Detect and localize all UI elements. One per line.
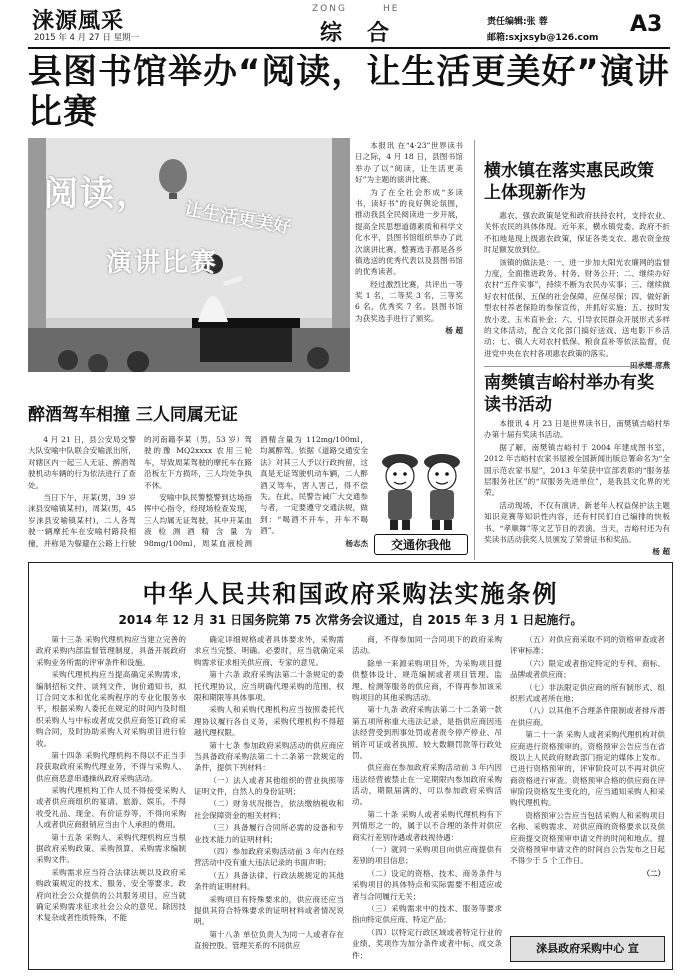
editor-email: 邮箱:sxjxsyb@126.com [487,33,599,43]
law-c2-p3: 采购人和采购代理机构应当按照委托代理协议履行各自义务，采购代理机构不得超越代理权限。 [194,705,344,738]
law-c3-p9: （四）以特定行政区域或者特定行业的业绩、奖项作为加分条件或者中标、成交条件； [352,927,502,960]
law-c2-p7: （三）具备履行合同所必需的设备和专业技术能力的证明材料； [194,823,344,844]
nanfan-body [484,418,670,559]
traffic-cartoon [374,446,468,552]
law-c3-p2: 除单一来源采购项目外，为采购项目提供整体设计、规范编制或者项目管理、监理、检测等服务的供应商，不得再参加该采购项目的其他采购活动。 [352,658,502,702]
main-article-body [355,140,463,338]
main-paragraph-3: 经过激烈比赛，共评出一等奖 1 名，二等奖 3 名，三等奖 6 名，优秀奖 7 名。县图书馆为获奖选手进行了颁奖。 [355,279,463,323]
police-cartoon-icon [374,446,468,532]
nanfan-author: 杨 超 [652,547,670,557]
law-c4-p4: （八）以其他不合理条件限制或者排斥潜在供应商。 [510,706,665,727]
law-c4-p1: （五）对供应商采取不同的资格审查或者评审标准； [510,635,665,656]
law-c2-p11: 第十八条 单位负责人为同一人或者存在直接控股、管理关系的不同供应 [194,929,344,951]
law-c4-p2: （六）限定或者指定特定的专利、商标、品牌或者供应商； [510,658,665,680]
banner-text-3: 演讲比赛 [106,248,219,278]
banner-text-2: 让生活更美好 [182,198,293,239]
law-c4-p6: 资格预审公告应当包括采购人和采购项目名称、采购需求、对供应商的资格要求以及供应商提交资格预审申请文件的时间和地点。提交资格预审申请文件的时间自公告发布之日起不得少于 5 个工作日。 [510,810,665,866]
cartoon-caption: 交通你我他 [374,534,468,555]
law-c1-p6: 采购需求应当符合法律法规以及政府采购政策规定的技术、服务、安全等要求。政府向社会公众提供的公共服务项目，应当就确定采购需求征求社会公众的意见。除因技术复杂或者性质特殊，不能 [36,867,186,923]
paper-name: 涞源風采 [32,8,125,34]
right-rule [484,366,670,367]
law-c3-p8: （三）采购需求中的技术、服务等要求指向特定供应商、特定产品； [352,903,502,925]
law-c1-p4: 采购代理机构工作人员不得接受采购人或者供应商组织的宴请、旅游、娱乐，不得收受礼品、现金、有价证券等，不得向采购人或者供应商报销应当由个人承担的费用。 [36,786,186,830]
hengshui-headline: 横水镇在落实惠民政策上体现新作为 [484,161,654,203]
drunk-author: 杨志杰 [345,538,368,548]
law-c2-p5: （一）法人或者其他组织的营业执照等证明文件，自然人的身份证明； [194,775,344,797]
law-c3-p1: 商，不得参加同一合同项下的政府采购活动。 [352,635,502,656]
nanfan-paragraph-2: 据了解，南樊镇吉峪村于 2004 年建成图书室，2012 年吉峪村农家书屋被全国新闻出版总署命名为“全国示范农家书屋”，2013 年荣获中宣部表彰的“服务基层服务社区”的“双服务先进单位”，是我县文化界的光荣。 [484,442,670,498]
law-c3-p4: 供应商在参加政府采购活动前 3 年内因违法经营被禁止在一定期限内参加政府采购活动，期限届满的，可以参加政府采购活动。 [352,763,502,807]
page-number: A3 [630,12,663,37]
hengshui-body [484,210,670,372]
main-author: 杨 超 [445,326,463,336]
law-c4-p3: （七）非法限定供应商的所有制形式、组织形式或者所在地； [510,682,665,703]
main-headline: 县图书馆举办“阅读，让生活更美好”演讲比赛 [28,52,670,132]
law-c2-p2: 第十六条 政府采购法第二十条规定的委托代理协议，应当明确代理采购的范围、权限和期限等具体事项。 [194,670,344,702]
nanfan-headline: 南樊镇吉峪村举办有奖读书活动 [484,373,654,415]
nanfan-paragraph-1: 本报讯 4 月 23 日是世界读书日，南樊镇吉峪村举办第十届有奖读书活动。 [484,419,670,440]
section-name-right: 合 [367,20,390,46]
hengshui-paragraph-2: 该镇的做法是：一、进一步加大阳光农廉网的监督力度，全面推进政务、村务、财务公开；二、继续办好农村“五件实事”，持续不断为农民办实事；三、继续做好农村低保、五保的社会保障，应保尽保；四、做好新型农村养老保险的参保宣传，并抓好实施；五、按时发放小麦、玉米直补金；六、引导农民群众开展形式多样的文体活动，配合文化部门搞好送戏、送电影下乡活动；七、镇人大对农村低保、粮食直补等依法监督，促进党中央在农村各项惠农政策的落实。 [484,257,670,358]
drunk-paragraph-2: 当日下午，开某(男，39 岁涞县安喻镇某村)，周某(男，45 岁涞县安喻镇某村)，二人各驾驶一辆摩托车在安喻村路段相撞，并称是为躲避在公路上行驶的河南籍李某（男，53 岁）驾驶的豫 MQ2xxxx 农用三轮车，导致周某驾驶的摩托车在路沿板左下方损坏，三人均处争执不休。 [28,435,252,548]
section-name-left: 综 [320,20,343,46]
law-c3-p7: （二）设定的资格、技术、商务条件与采购项目的具体特点和实际需要不相适应或者与合同履行无关； [352,868,502,901]
law-column-1 [36,634,186,925]
law-column-3 [352,634,502,962]
issue-date: 2015 年 4 月 27 日 星期一 [34,33,140,43]
section-pinyin-left: ZONG [312,4,347,14]
law-column-2 [194,634,344,953]
nanfan-paragraph-3: 活动现场，不仅有演讲，新老年人权益保护法主题知识竞赛等知识性内容，还有村民们自己编排的快板书、“孝顺舞”等文艺节目的表演。当天，吉峪村还为有奖读书活动获奖人员颁发了荣誉证书和奖品。 [484,500,670,544]
main-paragraph-1: 本报讯 在“4·23”世界读书日之际，4 月 18 日，县图书馆举办了以“阅读，让生活更美好”为主题的演讲比赛。 [355,141,463,185]
law-c2-p8: （四）参加政府采购活动前 3 年内在经营活动中没有重大违法记录的书面声明； [194,847,344,868]
hengshui-paragraph-1: 惠农、强农政策是党和政府扶持农村，支持农业、关怀农民的具体体现。近年来，横水镇党委、政府不折不扣地是现上级惠农政策，保证各类支农、惠农资金按时足额发放到位。 [484,211,670,255]
law-c2-p6: （二）财务状况报告，依法缴纳税收和社会保障资金的相关材料； [194,799,344,820]
law-c3-p6: （一）就同一采购项目向供应商提供有差别的项目信息； [352,845,502,866]
law-c3-p5: 第二十条 采购人或者采购代理机构有下列情形之一的，属于以不合理的条件对供应商实行差别待遇或者歧视待遇： [352,809,502,842]
drunk-driving-headline: 醉酒驾车相撞 三人同属无证 [28,405,238,425]
law-column-4 [510,634,665,880]
sponsor-text: 涞县政府采购中心 宣 [536,942,639,955]
law-part-marker: （二） [642,868,665,878]
sponsor-box [510,936,665,962]
law-title: 中华人民共和国政府采购法实施条例 [142,579,559,608]
law-c1-p3: 第十四条 采购代理机构不得以不正当手段获取政府采购代理业务，不得与采购人、供应商恶意串通操纵政府采购活动。 [36,750,186,783]
banner-text-1: 阅读， [44,174,152,214]
drunk-paragraph-3: 安喻中队民警整警到达场指挥中心指令，经现场检查发现，三人均属无证驾驶，其中开某血液检测酒精含量为 98mg/100ml，周某血液检测酒精含量为 112mg/100ml，均属醉驾。依据《道路交通安全法》对其三人予以行政拘留，这真是无证驾驶机动车辆，二人醉酒又驾车，害人害己，得不偿失。在此，民警告诫广大交通参与者，一定要遵守交通法规，做到：“喝酒不开车，开车不喝酒”。 [144,435,368,548]
drunk-paragraph-1: 4 月 21 日，县公安局交警大队安喻中队联合安喻派出所，对辖区内一起三人无证、醉酒驾驶机动车辆的行为依法进行了查处。 [28,435,136,490]
law-c1-p1: 第十三条 采购代理机构应当建立完善的政府采购内部监督管理制度，具备开展政府采购业务所需的评审条件和设施。 [36,635,186,667]
law-subtitle: 2014 年 12 月 31 日国务院第 75 次常务会议通过，自 2015 年 3 月 1 日起施行。 [118,613,583,627]
masthead [0,0,700,46]
law-c2-p9: （五）具备法律、行政法规规定的其他条件的证明材料。 [194,870,344,892]
law-c4-p5: 第二十一条 采购人或者采购代理机构对供应商进行资格预审的，资格预审公告应当在省级以上人民政府财政部门指定的媒体上发布。已进行资格预审的，评审阶段可以不再对供应商资格进行审查。资格预审合格的供应商在评审阶段资格发生变化的，应当通知采购人和采购代理机构。 [510,730,665,808]
main-paragraph-2: 为了在全社会形成“多读书，读好书”的良好舆论氛围，推动我县全民阅读进一步开展，提高全民思想道德素质和科学文化水平，县图书馆组织举办了此次演讲比赛。整赛选手都是各乡镇选送的优秀代表以及县图书馆的优秀读者。 [355,187,463,277]
editor-credit: 责任编辑:张 蓉 [487,17,548,27]
law-c1-p5: 第十五条 采购人、采购代理机构应当根据政府采购政策、采购预算、采购需求编制采购文件。 [36,832,186,865]
column-divider [474,140,475,560]
section-pinyin-right: HE [383,4,400,14]
law-c1-p2: 采购代理机构应当提高确定采购需求，编制招标文件、谈判文件、询价通知书，拟订合同文本和优化采购程序的专业化服务水平，根据采购人委托在规定的时间内及时组织采购人与中标或者成交供应商签订政府采购合同，及时协助采购人对采购项目进行验收。 [36,670,186,748]
masthead-rule [28,47,670,49]
law-c2-p4: 第十七条 参加政府采购活动的供应商应当具备政府采购法第二十二条第一款规定的条件，提供下列材料： [194,740,344,773]
drunk-driving-body [28,434,368,549]
speech-contest-photo [28,138,350,372]
law-c2-p1: 确定详细规格或者具体要求外，采购需求应当完整、明确。必要时，应当就确定采购需求征求相关供应商、专家的意见。 [194,635,344,667]
law-c3-p3: 第十九条 政府采购法第二十二条第一款第五项所称重大违法记录，是指供应商因违法经营受到刑事处罚或者责令停产停业、吊销许可证或者执照、较大数额罚款等行政处罚。 [352,705,502,760]
law-c2-p10: 采购项目有特殊要求的，供应商还应当提供其符合特殊要求的证明材料或者情况说明。 [194,894,344,927]
